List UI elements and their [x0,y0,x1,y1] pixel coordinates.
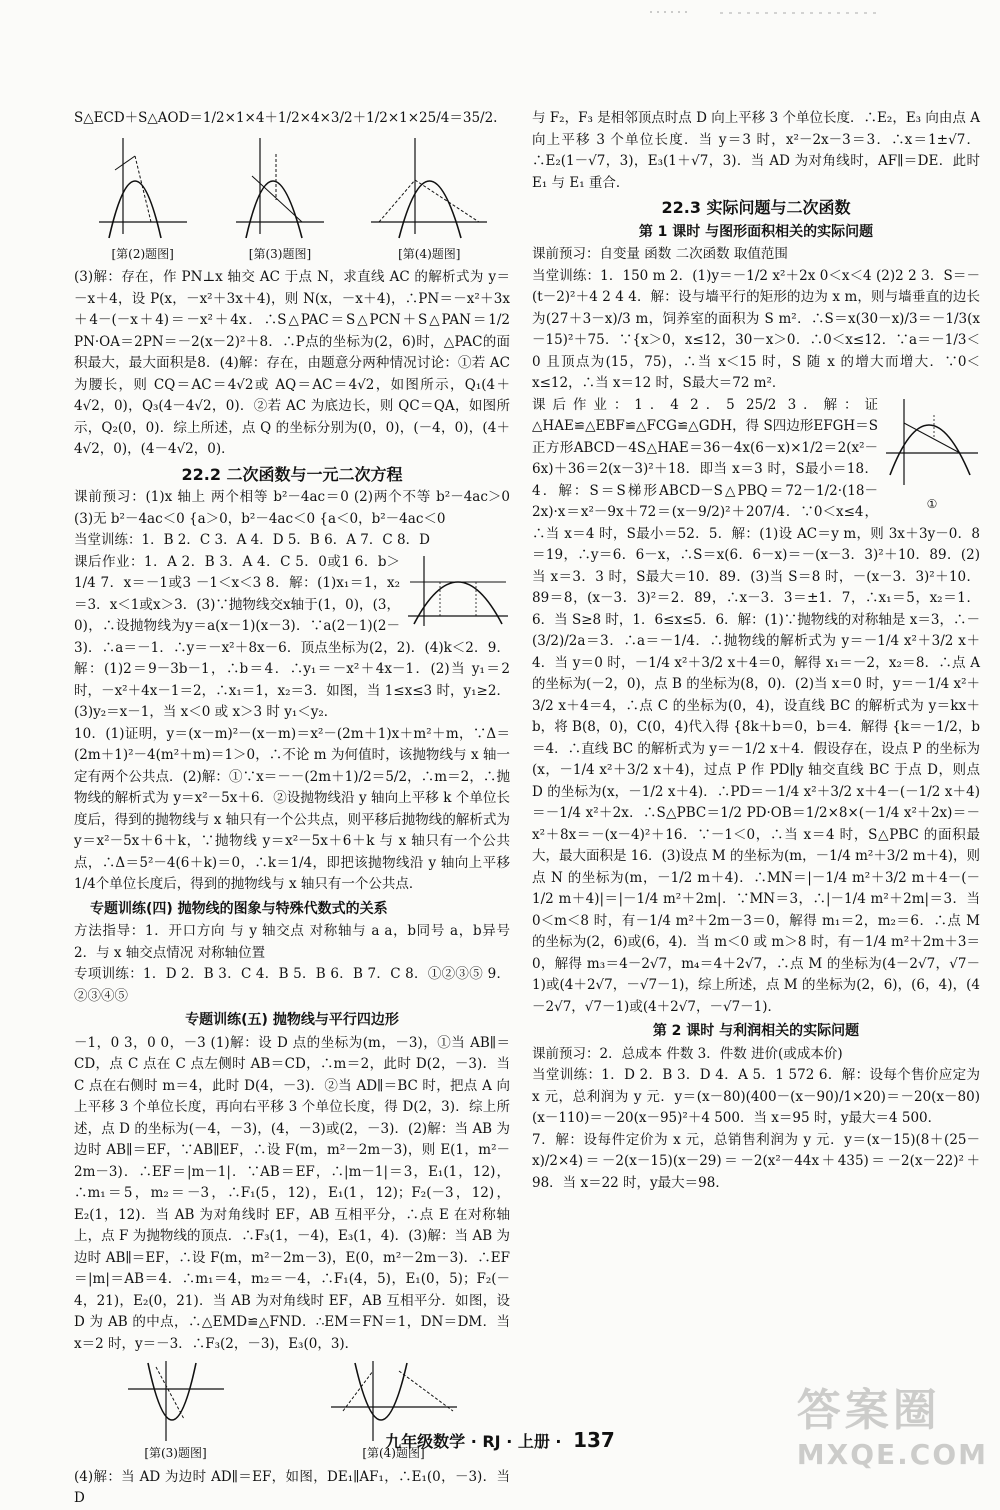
scan-artifact [650,8,880,16]
lesson-heading-2: 第 2 课时 与利润相关的实际问题 [652,1023,860,1039]
figure-row-1 [74,134,510,266]
class-answers-2: 当堂训练：1．D 2．B 3．D 4．A 5．1 572 6．解：设每个售价应定为 x 元，总利润为 y 元．y＝(x－80)(400－(x－90)/1×20)＝－20(x－80)(x－110)＝－20(x－95)²＋4 500．当 x＝95 时，y最大＝4 500． [532,1067,980,1126]
footer-subject: 九年级数学 · RJ · 上册 · [385,1432,562,1451]
homework-answers: 课后作业：1．4 2．5 25/2 3．解：证△HAE≌△EBF≌△FCG≌△GDH，得 S四边形EFGH＝S正方形ABCD－4S△HAE＝36－4x(6－x)×1/2＝2(x²－6x)＋36＝2(x－3)²＋18．即当 x＝3 时，S最小＝18．4．解：S＝S梯形ABCD－S△PBQ＝72－1/2·(18－2x)·x＝x²－9x＋72＝(x－9/2)²＋207/4．∵0＜x≤4，∴当 x＝4 时，S最小＝52．5．解：(1)设 AC＝y m，则 3x＋3y－0．8＝19，∴y＝6．6－x，∴S＝x(6．6－x)＝－(x－3．3)²＋10．89．(2)当 x＝3．3 时，S最大＝10．89．(3)当 S＝8 时，－(x－3．3)²＋10．89＝8，(x－3．3)²＝2．89，∴x－3．3＝±1．7，∴x₁＝5，x₂＝1．6．当 S≥8 时，1．6≤x≤5．6．解：(1)∵抛物线的对称轴是 x＝3，∴－(3/2)/2a＝3．∴a＝－1/4．∴抛物线的解析式为 y＝－1/4 x²＋3/2 x＋4．当 y＝0 时，－1/4 x²＋3/2 x＋4＝0，解得 x₁＝－2，x₂＝8．∴点 A 的坐标为(－2，0)，点 B 的坐标为(8，0)．(2)当 x＝0 时，y＝－1/4 x²＋3/2 x＋4＝4，∴点 C 的坐标为(0，4)，设直线 BC 的解析式为 y＝kx＋b，将 B(8，0)，C(0，4)代入得 {8k＋b＝0，b＝4．解得 {k＝－1/2，b＝4．∴直线 BC 的解析式为 y＝－1/2 x＋4．假设存在，设点 P 的坐标为(x，－1/4 x²＋3/2 x＋4)，过点 P 作 PD∥y 轴交直线 BC 于点 D，则点 D 的坐标为(x，－1/2 x＋4)．∴PD＝－1/4 x²＋3/2 x＋4－(－1/2 x＋4)＝－1/4 x²＋2x．∴S△PBC＝1/2 PD·OB＝1/2×8×(－1/4 x²＋2x)＝－x²＋8x＝－(x－4)²＋16．∵－1＜0，∴当 x＝4 时，S△PBC 的面积最大，最大面积是 16．(3)设点 M 的坐标为(m，－1/4 m²＋3/2 m＋4)，则点 N 的坐标为(m，－1/2 m＋4)．∴MN＝|－1/4 m²＋3/2 m＋4－(－1/2 m＋4)|＝|－1/4 m²＋2m|．∵MN＝3，∴|－1/4 m²＋2m|＝3．当 0＜m＜8 时，有－1/4 m²＋2m－3＝0，解得 m₁＝2，m₂＝6．∴点 M 的坐标为(2，6)或(6，4)．当 m＜0 或 m＞8 时，有－1/4 m²＋2m＋3＝0，解得 m₃＝4－2√7，m₄＝4＋2√7，∴点 M 的坐标为(4－2√7，√7－1)或(4＋2√7，－√7－1)，综上所述，点 M 的坐标为(2，6)，(6，4)，(4－2√7，√7－1)或(4＋2√7，－√7－1)． [532,396,981,1015]
figure-1-block [884,397,980,516]
topic-heading-5: 专题训练(五) 抛物线与平行四边形 [185,1012,399,1028]
special-answers: 专项训练：1．D 2．B 3．C 4．B 5．B 6．B 7．C 8．①②③⑤ 9．②③④⑤ [74,966,510,1004]
figure-2 [95,134,191,266]
preview-answers: 课前预习：(1)x 轴上 两个相等 b²－4ac＝0 (2)两个不等 b²－4ac＞0 (3)无 b²－4ac＜0 {a＞0，b²－4ac＜0 {a＜0，b²－4ac＜0 [74,489,510,527]
figure-caption: [第(4)题图] [362,1446,425,1460]
watermark-logo [797,1374,988,1471]
method-guide: 方法指导：1．开口方向 与 y 轴交点 对称轴与 a a，b同号 a，b异号 2．与 x 轴交点情况 对称轴位置 [74,923,510,961]
parallelogram-solution: －1，0 3，0 0，－3 (1)解：设 D 点的坐标为(m，－3)，①当 AB∥＝CD，点 C 点在 C 点左侧时 AB＝CD，∴m＝2，此时 D(2，－3)．当 C 点在右侧时 m＝4，此时 D(4，－3)．②当 AD∥＝BC 时，把点 A 向上平移 3 个单位长度，再向右平移 3 个单位长度，得 D(2，3)．综上所述，点 D 的坐标为(－4，－3)，(4，－3)或(2，－3)．(2)解：当 AB 为边时 AB∥＝EF，∵AB∥EF，∴设 F(m，m²－2m－3)，则 E(1，m²－2m－3)．∴EF＝|m－1|．∵AB＝EF，∴|m－1|＝3，E₁(1，12)，∴m₁＝5，m₂＝－3，∴F₁(5，12)，E₁(1，12)；F₂(－3，12)，E₂(1，12)．当 AB 为对角线时 EF，AB 互相平分，∴点 E 在对称轴上，点 F 为抛物线的顶点．∴F₃(1，－4)，E₃(1，4)．(3)解：当 AB 为边时 AB∥＝EF，∴设 F(m，m²－2m－3)，E(0，m²－2m－3)．∴EF＝|m|＝AB＝4．∴m₁＝4，m₂＝－4，∴F₁(4，5)，E₁(0，5)；F₂(－4，21)，E₂(0，21)．当 AB 为对角线时 EF，AB 互相平分．如图，设 D 为 AB 的中点，∴△EMD≌△FND．∴EM＝FN＝1，DN＝DM．当 x＝2 时，y＝－3．∴F₃(2，－3)，E₃(0，3)． [74,1034,510,1352]
parabola-graph-inline [406,554,510,628]
solution-text: (3)解：存在，作 PN⊥x 轴交 AC 于点 N，求直线 AC 的解析式为 y＝－x＋4，设 P(x，－x²＋3x＋4)，则 N(x，－x＋4)，∴PN＝－x²＋3x＋4－(－x＋4)＝－x²＋4x．∴S△PAC＝S△PCN＋S△PAN＝1/2 PN·OA＝2PN＝－2(x－2)²＋8．∴P点的坐标为(2，6)时，△PAC的面积最大，最大面积是8．(4)解：存在，由题意分两种情况讨论：①若 AC 为腰长，则 CQ＝AC＝4√2或 AQ＝AC＝4√2，如图所示，Q₁(4＋4√2，0)，Q₃(4－4√2，0)．②若 AC 为底边长，则 QC＝QA，如图所示，Q₂(0，0)．综上所述，点 Q 的坐标分别为(0，0)，(－4，0)，(4＋4√2，0)，(4－4√2，0)． [74,269,510,457]
section-heading: 22.3 实际问题与二次函数 [661,198,851,217]
class-answers: 当堂训练：1．B 2．C 3．A 4．D 5．B 6．A 7．C 8．D [74,532,430,548]
continued-solution: 与 F₂，F₃ 是相邻顶点时点 D 向上平移 3 个单位长度．∴E₂，E₃ 向由点 A 向上平移 3 个单位长度．当 y＝3 时，x²－2x－3＝3．∴x＝1±√7．∴E₂(1－√7，3)，E₃(1＋√7，3)．当 AD 为对角线时，AF∥＝DE．此时 E₁ 与 E₁ 重合． [532,110,980,191]
figure-caption: [第(3)题图] [144,1446,207,1460]
parabola-figure-3 [232,134,328,244]
section-heading: 22.2 二次函数与一元二次方程 [181,464,403,484]
problem-7: 7．解：设每件定价为 x 元，总销售利润为 y 元．y＝(x－15)(8＋(25－x)/2×4)＝－2(x－15)(x－29)＝－2(x²－44x＋435)＝－2(x－22)²＋98．当 x＝22 时，y最大＝98． [532,1131,980,1191]
figure-caption: [第(3)题图] [248,246,312,261]
figure-caption: [第(2)题图] [111,246,174,261]
page-number: 137 [573,1428,615,1452]
watermark-line-2: MXQE.COM [796,1438,988,1471]
lesson-heading-1: 第 1 课时 与图形面积相关的实际问题 [638,223,874,240]
solution-part-4: (4)解：当 AD 为边时 AD∥＝EF，如图，DE₁∥AF₁，∴E₁(0，－3)．当 D [74,1468,510,1506]
watermark-line-1: 答案圈 [796,1385,941,1436]
figure-4 [369,134,489,266]
figure-caption: [第(4)题图] [398,246,461,261]
parabola-figure-1 [884,397,980,487]
left-column [74,108,510,1510]
parabola-figure-4 [369,134,489,244]
preview-answers-2: 课前预习：2．总成本 件数 3．件数 进价(或成本价) [532,1045,843,1062]
homework-answers: 课后作业：1．A 2．B 3．A 4．C 5．0或1 6．b＞1/4 7．x＝－1或3 －1＜x＜3 8．解：(1)x₁＝1，x₂＝3．x＜1或x＞3．(3)∵抛物线交x轴于(1，0)，(3，0)，∴设抛物线为y＝a(x－1)(x－3)．∵a(2－1)(2－3)．∴a＝－1．∴y＝－x²＋8x－6．顶点坐标为(2，2)．(4)k＜2．9．解：(1)2＝9－3b－1，∴b＝4．∴y₁＝－x²＋4x－1．(2)当 y₁＝2 时，－x²＋4x－1＝2，∴x₁＝1，x₂＝3．如图，当 1≤x≤3 时，y₁≥2．(3)y₂＝x－1，当 x＜0 或 x＞3 时 y₁＜y₂． [74,553,510,720]
parabola-figure-2 [95,134,191,244]
figure-3 [232,134,328,266]
area-formula: S△ECD＋S△AOD＝1/2×1×4＋1/2×4×3/2＋1/2×1×25/4＝35/2. [74,110,498,126]
problem-10: 10．(1)证明，y＝(x－m)²－(x－m)＝x²－(2m＋1)x＋m²＋m，∵Δ＝(2m＋1)²－4(m²＋m)＝1＞0，∴不论 m 为何值时，该抛物线与 x 轴一定有两个公共点．(2)解：①∵x＝－－(2m＋1)/2＝5/2，∴m＝2，∴抛物线的解析式为 y＝x²－5x＋6．②设抛物线沿 y 轴向上平移 k 个单位长度后，得到的抛物线与 x 轴只有一个公共点，则平移后抛物线的解析式为 y＝x²－5x＋6＋k，∵抛物线 y＝x²－5x＋6＋k 与 x 轴只有一个公共点，∴Δ＝5²－4(6＋k)＝0，∴k＝1/4，即把该抛物线沿 y 轴向上平移1/4个单位长度后，得到的抛物线与 x 轴只有一个公共点． [74,725,510,892]
figure-caption: ① [926,497,938,511]
class-answers: 当堂训练：1．150 m 2．(1)y＝－1/2 x²＋2x 0＜x＜4 (2)2 2 3．S＝－(t－2)²＋4 2 4 4．解：设与墙平行的矩形的边为 x m，则与墙垂直的边长为(27＋3－x)/3 m，饲养室的面积为 S m²．∴S＝x(30－x)/3＝－1/3(x－15)²＋75．∵{x＞0，x≤12，30－x＞0．∴0＜x≤12．∵a＝－1/3＜0 且顶点为(15，75)，∴当 x＜15 时，S 随 x 的增大而增大．∵0＜x≤12，∴当 x＝12 时，S最大＝72 m²． [532,267,980,391]
preview-answers: 课前预习：自变量 函数 二次函数 取值范围 [532,246,788,262]
topic-heading-4: 专题训练(四) 抛物线的图象与特殊代数式的关系 [90,900,388,917]
right-column [532,108,980,1194]
